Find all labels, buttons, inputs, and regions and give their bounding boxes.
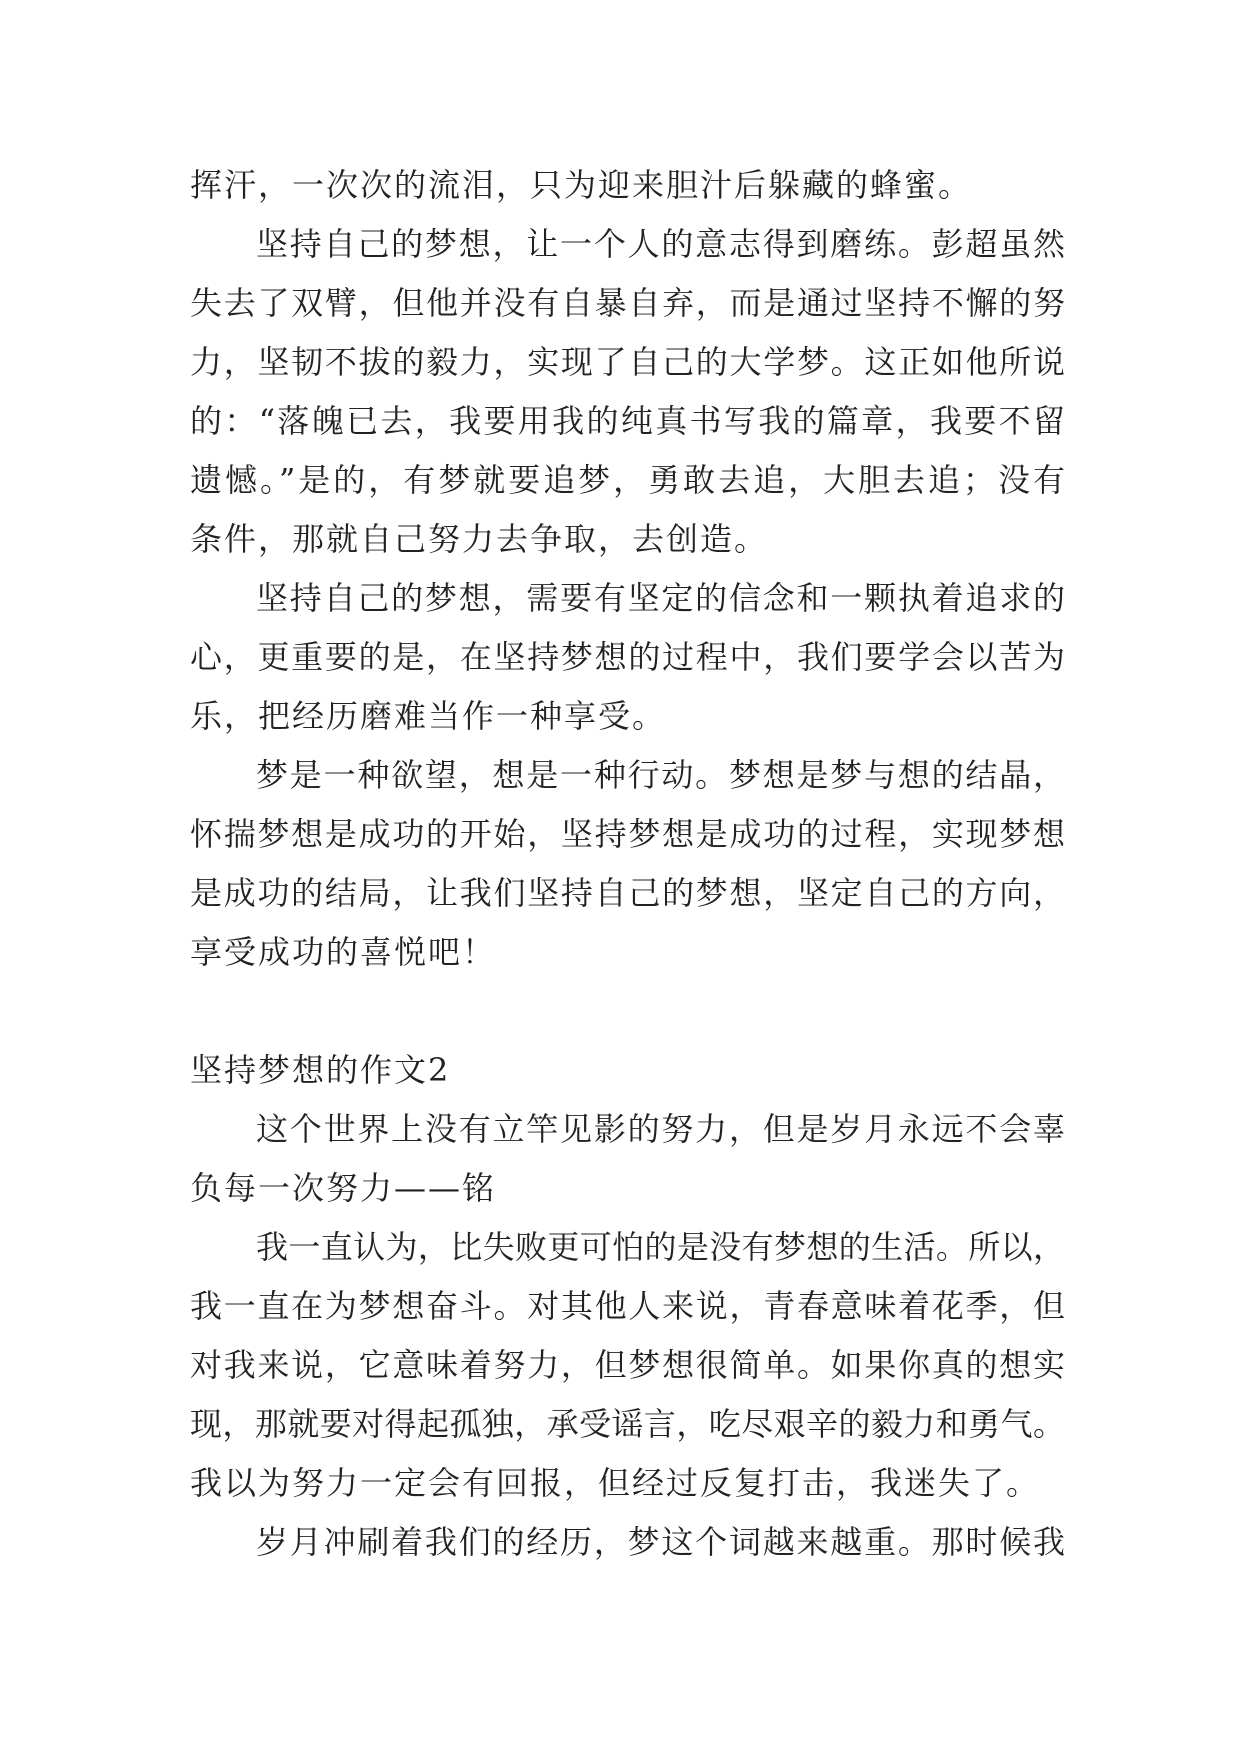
paragraph-line: 这个世界上没有立竿见影的努力，但是岁月永远不会辜	[256, 1110, 1065, 1148]
paragraph-line: 我一直认为，比失败更可怕的是没有梦想的生活。所以，	[256, 1228, 1065, 1266]
paragraph-line: 条件，那就自己努力去争取，去创造。	[190, 520, 769, 558]
document-body	[190, 156, 1065, 1572]
paragraph-line: 挥汗，一次次的流泪，只为迎来胆汁后躲藏的蜂蜜。	[190, 166, 973, 204]
paragraph-line: 坚持自己的梦想，让一个人的意志得到磨练。彭超虽然	[256, 225, 1065, 263]
paragraph-line: 岁月冲刷着我们的经历，梦这个词越来越重。那时候我	[256, 1523, 1065, 1561]
paragraph-line: 失去了双臂，但他并没有自暴自弃，而是通过坚持不懈的努	[190, 284, 1065, 322]
section-heading: 坚持梦想的作文2	[190, 1051, 451, 1089]
paragraph-line: 对我来说，它意味着努力，但梦想很简单。如果你真的想实	[190, 1346, 1065, 1384]
paragraph-line: 梦是一种欲望，想是一种行动。梦想是梦与想的结晶，	[256, 756, 1065, 794]
paragraph-line: 我以为努力一定会有回报，但经过反复打击，我迷失了。	[190, 1464, 1041, 1502]
paragraph-line: 遗憾。”是的，有梦就要追梦，勇敢去追，大胆去追；没有	[190, 461, 1065, 499]
paragraph-line: 的：“落魄已去，我要用我的纯真书写我的篇章，我要不留	[190, 402, 1065, 440]
paragraph-line: 我一直在为梦想奋斗。对其他人来说，青春意味着花季，但	[190, 1287, 1065, 1325]
paragraph-line: 坚持自己的梦想，需要有坚定的信念和一颗执着追求的	[256, 579, 1065, 617]
paragraph-line: 负每一次努力——铭	[190, 1169, 497, 1207]
section-gap	[190, 982, 1065, 1041]
paragraph-line: 现，那就要对得起孤独，承受谣言，吃尽艰辛的毅力和勇气。	[190, 1405, 1065, 1443]
paragraph-line: 享受成功的喜悦吧！	[190, 933, 497, 971]
paragraph-line: 是成功的结局，让我们坚持自己的梦想，坚定自己的方向，	[190, 874, 1065, 912]
paragraph-line: 心，更重要的是，在坚持梦想的过程中，我们要学会以苦为	[190, 638, 1065, 676]
paragraph-line: 乐，把经历磨难当作一种享受。	[190, 697, 667, 735]
paragraph-line: 怀揣梦想是成功的开始，坚持梦想是成功的过程，实现梦想	[190, 815, 1065, 853]
paragraph-line: 力，坚韧不拔的毅力，实现了自己的大学梦。这正如他所说	[190, 343, 1065, 381]
